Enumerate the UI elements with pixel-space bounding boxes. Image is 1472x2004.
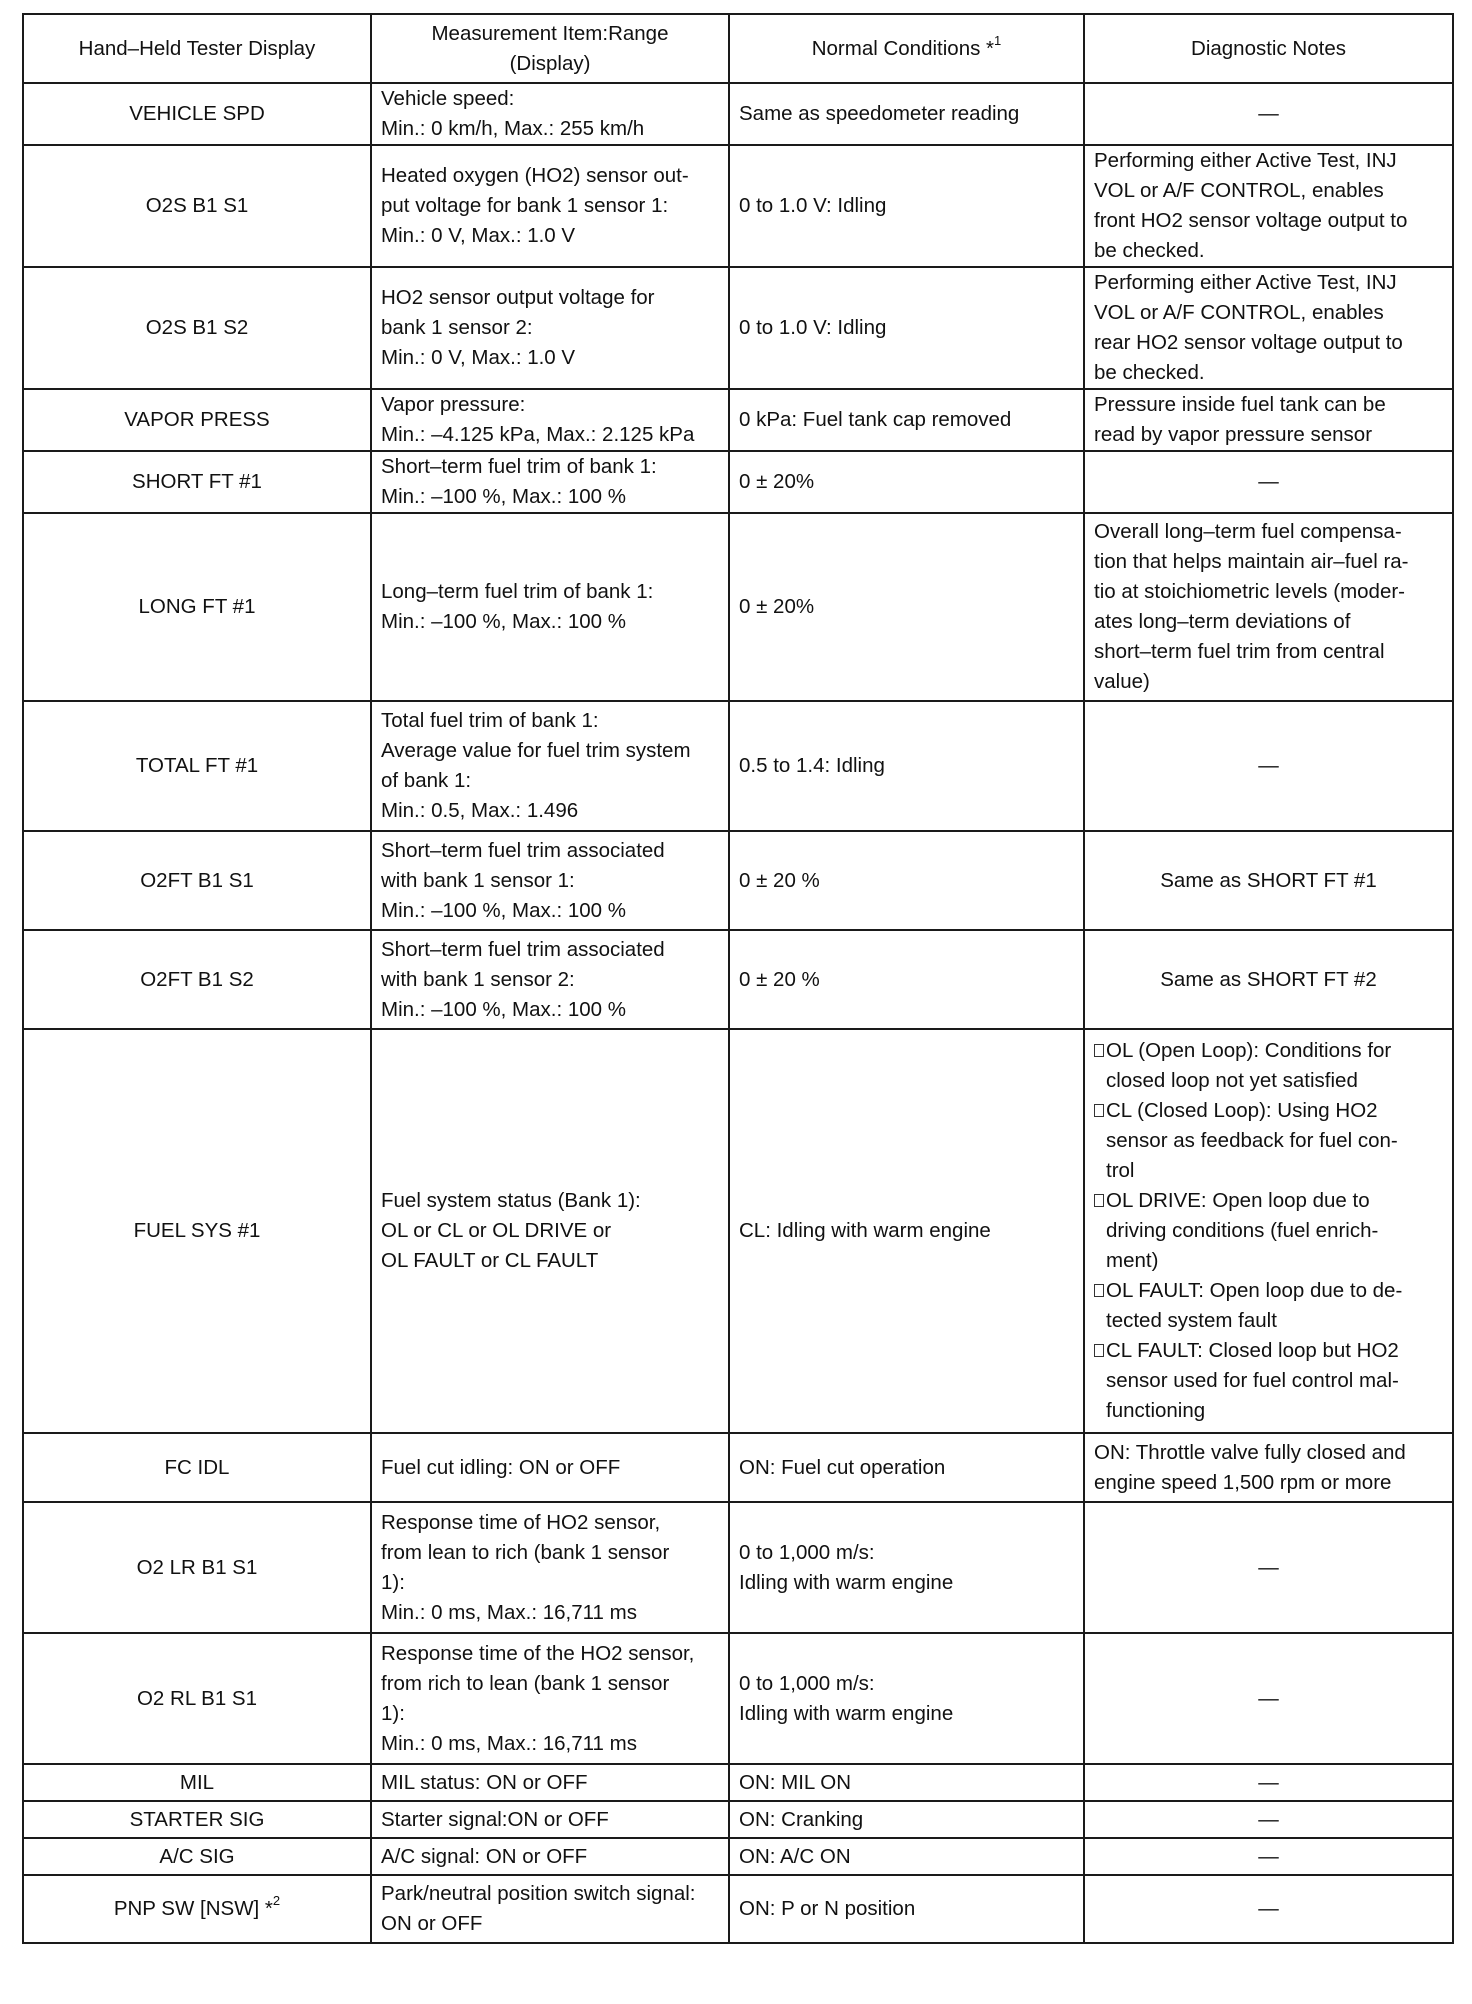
normal-condition-cell: Same as speedometer reading (729, 83, 1084, 145)
measurement-cell: Response time of HO2 sensor, from lean to rich (bank 1 sensor 1): Min.: 0 ms, Max.: 16,711 ms (371, 1502, 729, 1633)
diagnostic-note-cell: ON: Throttle valve fully closed and engine speed 1,500 rpm or more (1084, 1433, 1453, 1502)
tester-display-cell: SHORT FT #1 (23, 451, 371, 513)
measurement-cell: MIL status: ON or OFF (371, 1764, 729, 1801)
header-tester-display: Hand–Held Tester Display (23, 14, 371, 83)
table-row (23, 1502, 1453, 1633)
normal-condition-cell: CL: Idling with warm engine (729, 1029, 1084, 1433)
diagnostic-note-cell: — (1084, 1502, 1453, 1633)
tester-display-cell: PNP SW [NSW] *$^2$ (23, 1875, 371, 1943)
tester-display-cell: A/C SIG (23, 1838, 371, 1875)
header-normal-conditions: Normal Conditions *$^1$ (729, 14, 1084, 83)
tester-data-table (22, 13, 1454, 1944)
diagnostic-note-cell: Same as SHORT FT #1 (1084, 831, 1453, 930)
measurement-cell: A/C signal: ON or OFF (371, 1838, 729, 1875)
fuel-status-note: OL (Open Loop): Conditions for closed loop not yet satisfied (1094, 1036, 1443, 1096)
normal-condition-cell: 0 ± 20 % (729, 831, 1084, 930)
tester-display-cell: FC IDL (23, 1433, 371, 1502)
measurement-cell: Fuel cut idling: ON or OFF (371, 1433, 729, 1502)
normal-condition-cell: ON: P or N position (729, 1875, 1084, 1943)
diagnostic-note-cell: — (1084, 83, 1453, 145)
table-row (23, 145, 1453, 267)
header-measurement-item: Measurement Item:Range (Display) (371, 14, 729, 83)
table-row (23, 83, 1453, 145)
normal-condition-cell: ON: Cranking (729, 1801, 1084, 1838)
tester-display-cell: O2FT B1 S1 (23, 831, 371, 930)
table-row (23, 831, 1453, 930)
diagnostic-note-cell: — (1084, 1633, 1453, 1764)
checkbox-icon (1094, 1194, 1104, 1207)
tester-display-cell: STARTER SIG (23, 1801, 371, 1838)
normal-condition-cell: 0 to 1.0 V: Idling (729, 145, 1084, 267)
tester-display-cell: O2S B1 S2 (23, 267, 371, 389)
diagnostic-note-cell: — (1084, 451, 1453, 513)
footnote-marker: 1 (994, 32, 1002, 48)
normal-condition-cell: 0.5 to 1.4: Idling (729, 701, 1084, 831)
footnote-marker: 2 (272, 1893, 281, 1909)
diagnostic-note-cell: — (1084, 701, 1453, 831)
measurement-cell: Total fuel trim of bank 1: Average value for fuel trim system of bank 1: Min.: 0.5, Max.: 1.496 (371, 701, 729, 831)
measurement-cell: HO2 sensor output voltage for bank 1 sensor 2: Min.: 0 V, Max.: 1.0 V (371, 267, 729, 389)
checkbox-icon (1094, 1344, 1104, 1357)
measurement-cell: Vehicle speed: Min.: 0 km/h, Max.: 255 km/h (371, 83, 729, 145)
normal-condition-cell: ON: MIL ON (729, 1764, 1084, 1801)
header-row (23, 14, 1453, 83)
table-row (23, 1029, 1453, 1433)
measurement-cell: Short–term fuel trim of bank 1: Min.: –100 %, Max.: 100 % (371, 451, 729, 513)
table-row (23, 1838, 1453, 1875)
tester-display-cell: VAPOR PRESS (23, 389, 371, 451)
tester-display-cell: TOTAL FT #1 (23, 701, 371, 831)
normal-condition-cell: ON: A/C ON (729, 1838, 1084, 1875)
fuel-status-note: CL FAULT: Closed loop but HO2 sensor used for fuel control mal- functioning (1094, 1336, 1443, 1426)
normal-condition-cell: 0 ± 20 % (729, 930, 1084, 1029)
diagnostic-note-cell: — (1084, 1801, 1453, 1838)
tester-display-cell: MIL (23, 1764, 371, 1801)
measurement-cell: Vapor pressure: Min.: –4.125 kPa, Max.: 2.125 kPa (371, 389, 729, 451)
table-row (23, 1875, 1453, 1943)
header-diagnostic-notes: Diagnostic Notes (1084, 14, 1453, 83)
diagnostic-note-cell: — (1084, 1764, 1453, 1801)
normal-condition-cell: 0 to 1.0 V: Idling (729, 267, 1084, 389)
diagnostic-note-cell: — (1084, 1838, 1453, 1875)
checkbox-icon (1094, 1284, 1104, 1297)
measurement-cell: Fuel system status (Bank 1): OL or CL or OL DRIVE or OL FAULT or CL FAULT (371, 1029, 729, 1433)
measurement-cell: Short–term fuel trim associated with bank 1 sensor 1: Min.: –100 %, Max.: 100 % (371, 831, 729, 930)
table-row (23, 1801, 1453, 1838)
measurement-cell: Starter signal:ON or OFF (371, 1801, 729, 1838)
table-row (23, 389, 1453, 451)
tester-display-cell: O2 RL B1 S1 (23, 1633, 371, 1764)
diagnostic-note-cell: Pressure inside fuel tank can be read by vapor pressure sensor (1084, 389, 1453, 451)
normal-condition-cell: 0 to 1,000 m/s: Idling with warm engine (729, 1633, 1084, 1764)
checkbox-icon (1094, 1044, 1104, 1057)
tester-display-cell: O2S B1 S1 (23, 145, 371, 267)
diagnostic-note-cell (1084, 1029, 1453, 1433)
table-row (23, 701, 1453, 831)
table-row (23, 267, 1453, 389)
measurement-cell: Short–term fuel trim associated with bank 1 sensor 2: Min.: –100 %, Max.: 100 % (371, 930, 729, 1029)
fuel-status-note: OL DRIVE: Open loop due to driving conditions (fuel enrich- ment) (1094, 1186, 1443, 1276)
table-row (23, 513, 1453, 701)
table-row (23, 451, 1453, 513)
tester-display-cell: O2 LR B1 S1 (23, 1502, 371, 1633)
tester-display-cell: FUEL SYS #1 (23, 1029, 371, 1433)
diagnostic-note-cell: Performing either Active Test, INJ VOL or A/F CONTROL, enables front HO2 sensor voltage output to be checked. (1084, 145, 1453, 267)
tester-display-cell: VEHICLE SPD (23, 83, 371, 145)
tester-display-cell: O2FT B1 S2 (23, 930, 371, 1029)
table-row (23, 1633, 1453, 1764)
measurement-cell: Response time of the HO2 sensor, from rich to lean (bank 1 sensor 1): Min.: 0 ms, Max.: 16,711 ms (371, 1633, 729, 1764)
fuel-status-note: CL (Closed Loop): Using HO2 sensor as feedback for fuel con- trol (1094, 1096, 1443, 1186)
checkbox-icon (1094, 1104, 1104, 1117)
table-row (23, 930, 1453, 1029)
normal-condition-cell: ON: Fuel cut operation (729, 1433, 1084, 1502)
diagnostic-note-cell: Performing either Active Test, INJ VOL or A/F CONTROL, enables rear HO2 sensor voltage output to be checked. (1084, 267, 1453, 389)
table-row (23, 1433, 1453, 1502)
normal-condition-cell: 0 kPa: Fuel tank cap removed (729, 389, 1084, 451)
diagnostic-note-cell: Overall long–term fuel compensa- tion that helps maintain air–fuel ra- tio at stoichiometric levels (moder- ates long–term deviations of short–term fuel trim from central value) (1084, 513, 1453, 701)
normal-condition-cell: 0 to 1,000 m/s: Idling with warm engine (729, 1502, 1084, 1633)
table-row (23, 1764, 1453, 1801)
measurement-cell: Long–term fuel trim of bank 1: Min.: –100 %, Max.: 100 % (371, 513, 729, 701)
normal-condition-cell: 0 ± 20% (729, 513, 1084, 701)
measurement-cell: Heated oxygen (HO2) sensor out- put voltage for bank 1 sensor 1: Min.: 0 V, Max.: 1.0 V (371, 145, 729, 267)
fuel-status-note: OL FAULT: Open loop due to de- tected system fault (1094, 1276, 1443, 1336)
measurement-cell: Park/neutral position switch signal: ON or OFF (371, 1875, 729, 1943)
diagnostic-note-cell: — (1084, 1875, 1453, 1943)
normal-condition-cell: 0 ± 20% (729, 451, 1084, 513)
diagnostic-note-cell: Same as SHORT FT #2 (1084, 930, 1453, 1029)
tester-display-cell: LONG FT #1 (23, 513, 371, 701)
